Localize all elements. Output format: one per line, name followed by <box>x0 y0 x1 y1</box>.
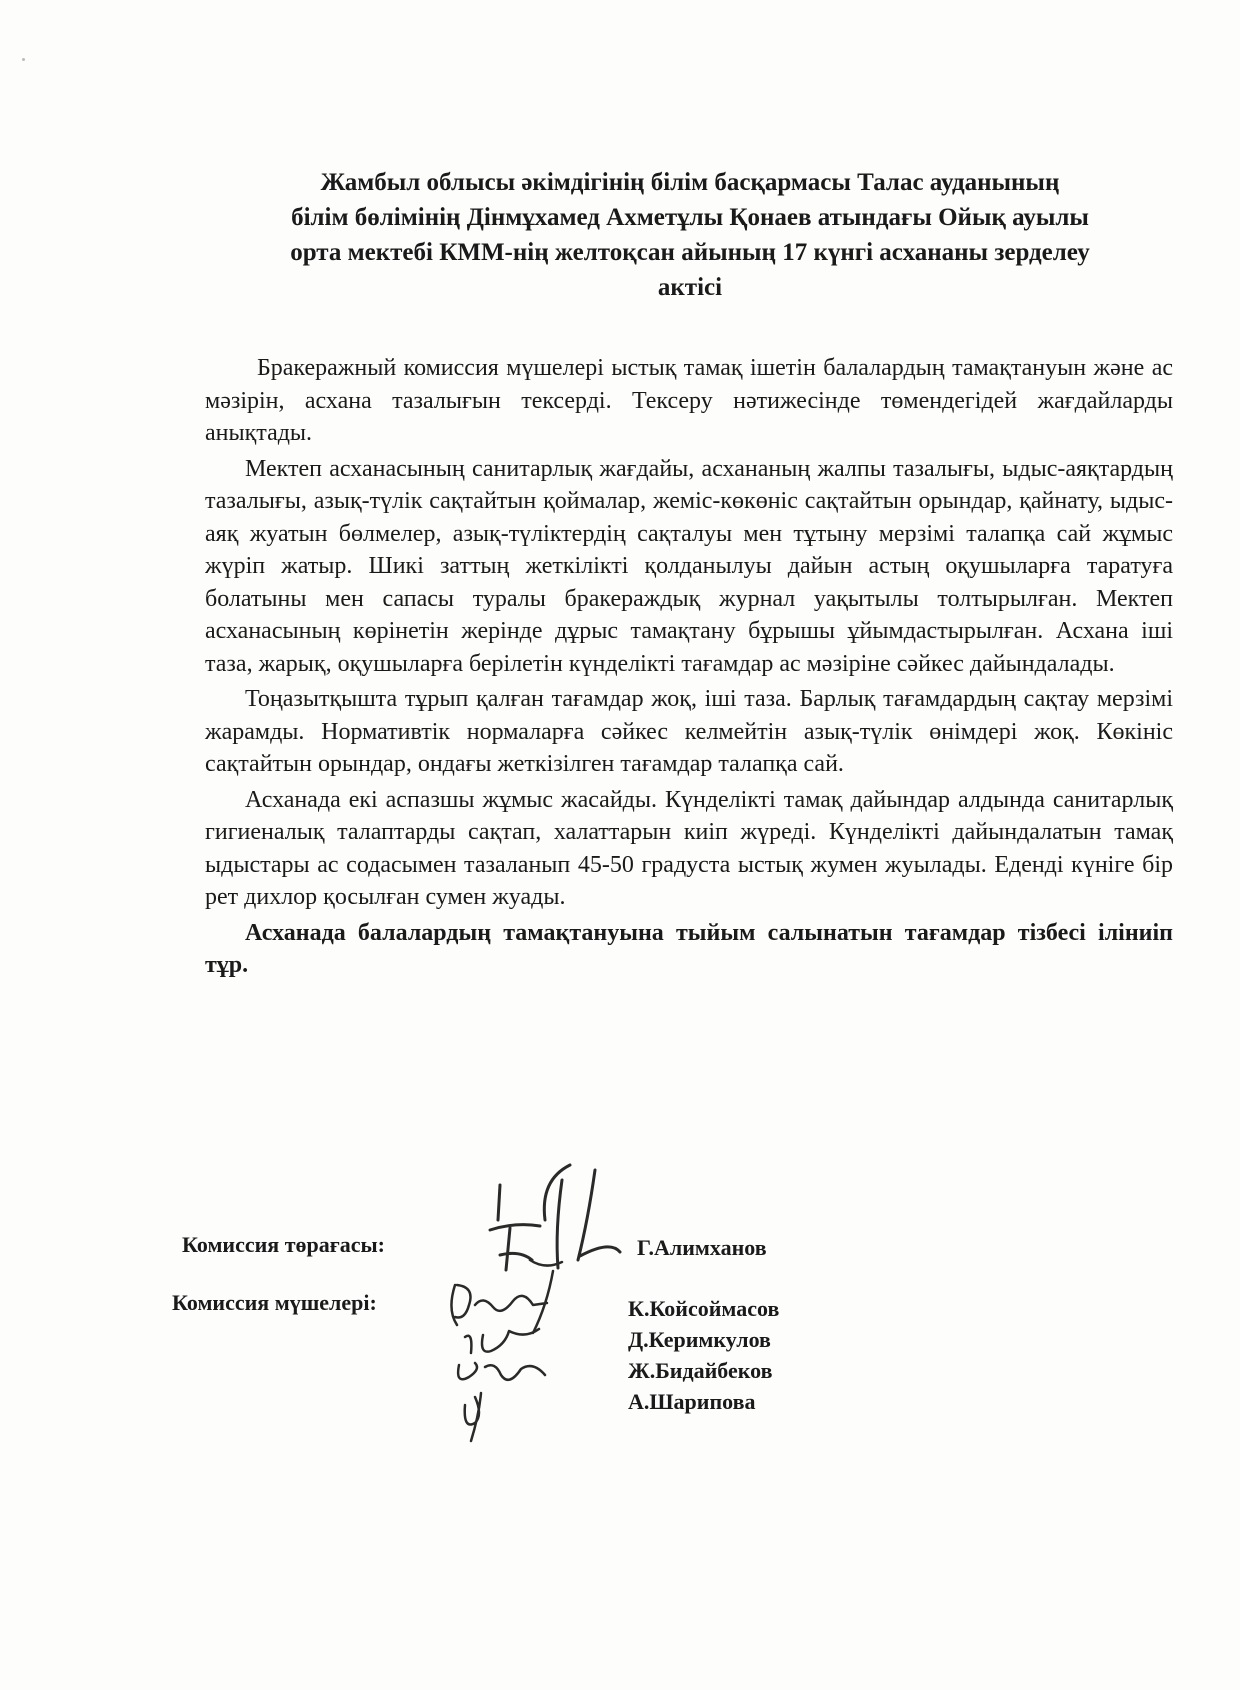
title-line-4: актісі <box>657 274 723 301</box>
paragraph-final: Асханада балалардың тамақтануына тыйым салынатын тағамдар тізбесі іліниіп тұр. <box>205 919 1173 978</box>
members-signatures-icon <box>435 1265 635 1445</box>
title-line-3: орта мектебі КММ-нің желтоқсан айының 17 күнгі асхананы зерделеу <box>290 239 1090 266</box>
member-name-3: Ж.Бидайбеков <box>628 1358 773 1383</box>
paragraph-1: Бракеражный комиссия мүшелері ыстық тамақ ішетін балалардың тамақтануын және ас мәзірін, асхана тазалығын тексерді. Тексеру нәтижесінде төмендегідей жағдайларды анықтады. <box>205 355 1173 446</box>
chair-signature-icon <box>470 1160 640 1280</box>
member-name-4: А.Шарипова <box>628 1389 756 1414</box>
chair-name: Г.Алимханов <box>637 1235 767 1260</box>
scan-speck <box>22 58 25 61</box>
paragraph-2: Мектеп асханасының санитарлық жағдайы, асхананың жалпы тазалығы, ыдыс-аяқтардың тазалығы, азық-түлік сақтайтын қоймалар, жеміс-көкөніс сақтайтын орындар, қайнату, ыдыс-аяқ жуатын бөлмелер, азық-түліктердің сақталуы мен тұтыну мерзімі талапқа сай жұмыс жүріп жатыр. Шикі заттың жеткілікті қолданылуы дайын астың оқушыларға таратуға болатыны мен сапасы туралы бракераждық журнал уақытылы толтырылған. Мектеп асханасының көрінетін жерінде дұрыс тамақтану бұрышы ұйымдастырылған. Асхана іші таза, жарық, оқушыларға берілетін күнделікті тағамдар ас мәзіріне сәйкес дайындалады. <box>205 455 1173 677</box>
document-body <box>205 352 1173 982</box>
member-name-1: К.Койсоймасов <box>628 1296 780 1321</box>
member-name-2: Д.Керимкулов <box>628 1327 771 1352</box>
title-line-1: Жамбыл облысы әкімдігінің білім басқармасы Талас ауданының <box>320 169 1060 196</box>
paragraph-3: Тоңазытқышта тұрып қалған тағамдар жоқ, іші таза. Барлық тағамдардың сақтау мерзімі жарамды. Нормативтік нормаларға сәйкес келмейтін азық-түлік өнімдері жоқ. Көкініс сақтайтын орындар, ондағы жеткізілген тағамдар талапқа сай. <box>205 686 1173 777</box>
document-title <box>200 165 1180 305</box>
title-line-2: білім бөлімінің Дінмұхамед Ахметұлы Қонаев атындағы Ойық ауылы <box>291 204 1089 231</box>
members-label: Комиссия мүшелері: <box>172 1290 377 1315</box>
paragraph-4: Асханада екі аспазшы жұмыс жасайды. Күнделікті тамақ дайындар алдында санитарлық гигиеналық талаптарды сақтап, халаттарын киіп жүреді. Күнделікті дайындалатын тамақ ыдыстары ас содасымен тазаланып 45-50 градуста ыстық жумен жуылады. Еденді күніге бір рет дихлор қосылған сумен жуады. <box>205 786 1173 910</box>
chair-label: Комиссия төрағасы: <box>182 1232 386 1257</box>
